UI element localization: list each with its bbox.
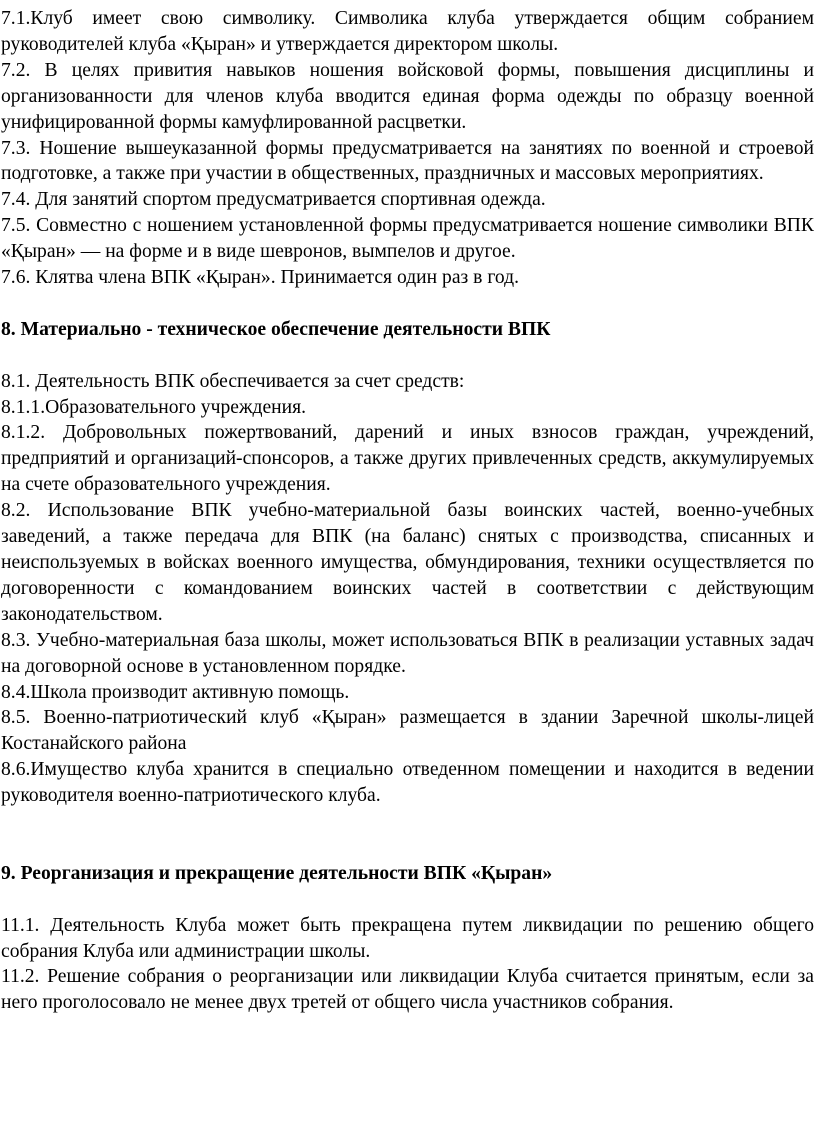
paragraph-8-1-1: 8.1.1.Образовательного учреждения. [1,396,307,418]
paragraph-8-5: 8.5. Военно-патриотический клуб «Қыран» размещается в здании Заречной школы-лицей Костанайского района [1,707,814,755]
spacer [1,809,814,861]
paragraph-7-1: 7.1.Клуб имеет свою символику. Символика клуба утверждается общим собранием руководителей клуба «Қыран» и утверждается директором школы. [1,8,814,55]
section-9-heading: 9. Реорганизация и прекращение деятельности ВПК «Қыран» [1,862,553,884]
paragraph-11-1: 11.1. Деятельность Клуба может быть прекращена путем ликвидации по решению общего собрания Клуба или администрации школы. [1,914,814,962]
paragraph-8-4: 8.4.Школа производит активную помощь. [1,681,350,703]
paragraph-11-2: 11.2. Решение собрания о реорганизации или ликвидации Клуба считается принятым, если за него проголосовало не менее двух третей от общего числа участников собрания. [1,966,814,1014]
section-8-heading: 8. Материально - техническое обеспечение деятельности ВПК [1,318,551,340]
paragraph-8-3: 8.3. Учебно-материальная база школы, может использоваться ВПК в реализации уставных задач на договорной основе в установленном порядке. [1,629,814,677]
paragraph-8-1: 8.1. Деятельность ВПК обеспечивается за счет средств: [1,370,465,392]
paragraph-8-2: 8.2. Использование ВПК учебно-материальной базы воинских частей, военно-учебных заведений, а также передача для ВПК (на баланс) снятых с производства, списанных и неиспользуемых в войсках военного имущества, обмундирования, техники осуществляется по договоренности с командованием воинских частей в соответствии с действующим законодательством. [1,500,814,625]
spacer [1,343,814,369]
paragraph-7-5: 7.5. Совместно с ношением установленной формы предусматривается ношение символики ВПК «Қыран» — на форме и в виде шевронов, вымпелов и другое. [1,215,814,263]
paragraph-7-6: 7.6. Клятва члена ВПК «Қыран». Принимается один раз в год. [1,267,519,289]
spacer [1,291,814,317]
spacer [1,887,814,913]
paragraph-7-2: 7.2. В целях привития навыков ношения войсковой формы, повышения дисциплины и организованности для членов клуба вводится единая форма одежды по образцу военной унифицированной формы камуфлированной расцветки. [1,59,814,133]
paragraph-8-1-2: 8.1.2. Добровольных пожертвований, дарений и иных взносов граждан, учреждений, предприятий и организаций-спонсоров, а также других привлеченных средств, аккумулируемых на счете образовательного учреждения. [1,422,814,496]
paragraph-7-3: 7.3. Ношение вышеуказанной формы предусматривается на занятиях по военной и строевой подготовке, а также при участии в общественных, праздничных и массовых мероприятиях. [1,137,814,185]
paragraph-8-6: 8.6.Имущество клуба хранится в специально отведенном помещении и находится в ведении руководителя военно-патриотического клуба. [1,759,814,807]
paragraph-7-4: 7.4. Для занятий спортом предусматривается спортивная одежда. [1,189,546,211]
